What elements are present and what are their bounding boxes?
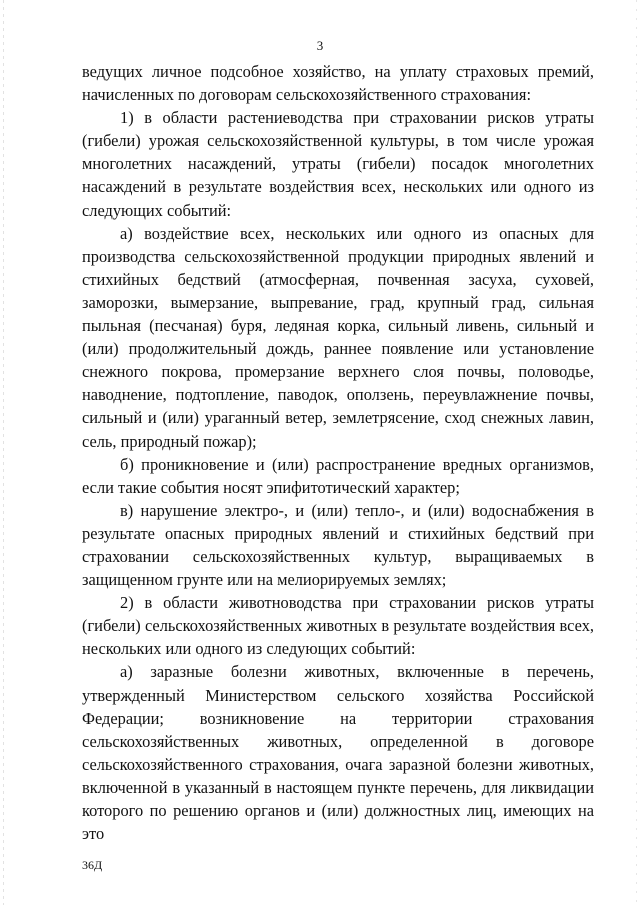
document-body bbox=[82, 60, 594, 845]
paragraph-subitem-v: в) нарушение электро-, и (или) тепло-, и (или) водоснабжения в результате опасных природных явлений и стихийных бедствий при страховании сельскохозяйственных культур, выращиваемых в защищенном грунте или на мелиорируемых землях; bbox=[82, 500, 594, 590]
paragraph-continuation: ведущих личное подсобное хозяйство, на уплату страховых премий, начисленных по договорам сельскохозяйственного страхования: bbox=[82, 62, 594, 105]
paragraph-item-1: 1) в области растениеводства при страховании рисков утраты (гибели) урожая сельскохозяйственной культуры, в том числе урожая многолетних насаждений, утраты (гибели) посадок многолетних насаждений в результате воздействия всех, нескольких или одного из следующих событий: bbox=[82, 108, 594, 220]
scan-edge-left bbox=[3, 0, 4, 905]
paragraph-item-2: 2) в области животноводства при страховании рисков утраты (гибели) сельскохозяйственных животных в результате воздействия всех, нескольких или одного из следующих событий: bbox=[82, 593, 594, 659]
scan-edge-right bbox=[636, 0, 637, 905]
paragraph-subitem-a-livestock: а) заразные болезни животных, включенные в перечень, утвержденный Министерством сельского хозяйства Российской Федерации; возникновение на территории страхования сельскохозяйственных животных, определенной в договоре сельскохозяйственного страхования, очага заразной болезни животных, включенной в указанный в настоящем пункте перечень, для ликвидации которого по решению органов и (или) должностных лиц, имеющих на это bbox=[82, 662, 594, 844]
paragraph-subitem-b: б) проникновение и (или) распространение вредных организмов, если такие события носят эпифитотический характер; bbox=[82, 454, 594, 497]
footer-code: 36Д bbox=[82, 858, 103, 872]
paragraph-subitem-a: а) воздействие всех, нескольких или одного из опасных для производства сельскохозяйственной продукции природных явлений и стихийных бедствий (атмосферная, почвенная засуха, суховей, заморозки, вымерзание, выпревание, град, крупный град, сильная пыльная (песчаная) буря, ледяная корка, сильный ливень, сильный и (или) продолжительный дождь, раннее появление или установление снежного покрова, промерзание верхнего слоя почвы, половодье, наводнение, подтопление, паводок, оползень, переувлажнение почвы, сильный и (или) ураганный ветер, землетрясение, сход снежных лавин, сель, природный пожар); bbox=[82, 223, 594, 451]
page-number: 3 bbox=[316, 38, 324, 53]
